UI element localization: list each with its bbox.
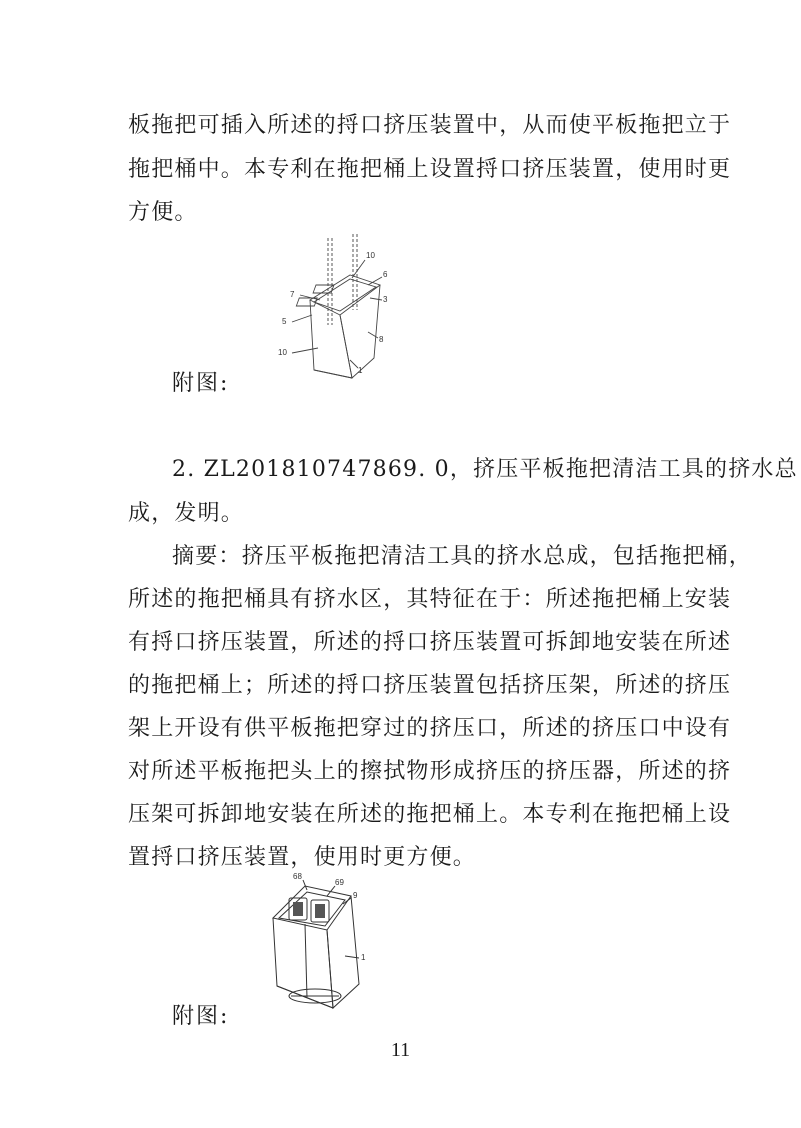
item-2-line: 成，发明。 (128, 501, 245, 526)
abstract-line: 有捋口挤压装置，所述的捋口挤压装置可拆卸地安装在所述 (128, 630, 732, 655)
abstract-line: 对所述平板拖把头上的擦拭物形成挤压的挤压器，所述的挤 (128, 759, 732, 784)
abstract-line: 摘要：挤压平板拖把清洁工具的挤水总成，包括拖把桶， (172, 544, 753, 569)
figure-1-label: 5 (282, 317, 287, 326)
item-2-line: 2. ZL201810747869. 0，挤压平板拖把清洁工具的挤水总 (172, 457, 798, 482)
abstract-line: 所述的拖把桶具有挤水区，其特征在于：所述拖把桶上安装 (128, 587, 732, 612)
figure-1-label: 3 (383, 295, 388, 304)
paragraph-line: 板拖把可插入所述的捋口挤压装置中，从而使平板拖把立于 (128, 113, 732, 138)
page-number: 11 (390, 1039, 411, 1061)
figure-1-label: 8 (379, 335, 384, 344)
figure-1-label: 10 (366, 251, 375, 260)
figure-1-caption: 附图: (172, 371, 230, 396)
figure-1-patent-drawing (270, 230, 410, 390)
abstract-line: 架上开设有供平板拖把穿过的挤压口，所述的挤压口中设有 (128, 716, 732, 741)
figure-2-label: 1 (361, 953, 366, 962)
figure-1-label: 7 (290, 290, 295, 299)
figure-1-label: 10 (278, 348, 287, 357)
figure-2-label: 9 (353, 891, 358, 900)
figure-2-label: 69 (335, 878, 344, 887)
abstract-line: 置捋口挤压装置，使用时更方便。 (128, 845, 477, 870)
paragraph-line: 方便。 (128, 200, 198, 225)
figure-2-patent-drawing (255, 868, 385, 1028)
figure-2-label: 68 (293, 872, 302, 881)
paragraph-line: 拖把桶中。本专利在拖把桶上设置捋口挤压装置，使用时更 (128, 157, 732, 182)
abstract-line: 的拖把桶上；所述的捋口挤压装置包括挤压架，所述的挤压 (128, 673, 732, 698)
figure-1-label: 6 (383, 270, 388, 279)
figure-1-label: 1 (358, 366, 363, 375)
figure-2-caption: 附图: (172, 1004, 230, 1029)
abstract-line: 压架可拆卸地安装在所述的拖把桶上。本专利在拖把桶上设 (128, 802, 732, 827)
